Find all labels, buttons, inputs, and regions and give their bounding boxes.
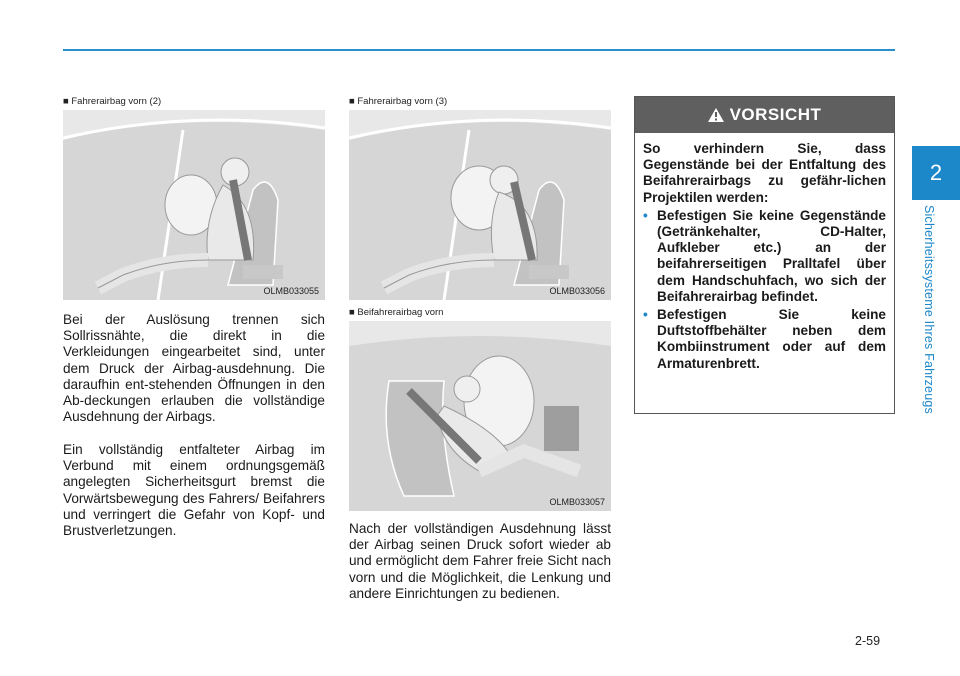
- figure-code: OLMB033055: [263, 286, 319, 296]
- chapter-side-title: [922, 205, 944, 435]
- bullet-dot: •: [643, 307, 648, 323]
- figure-driver-airbag-2: [63, 96, 325, 304]
- chapter-number: 2: [929, 160, 943, 185]
- figure-code: OLMB033057: [549, 497, 605, 507]
- figure-caption: ■ Fahrerairbag vorn (2): [63, 96, 162, 107]
- caution-box: [634, 96, 895, 414]
- figure-driver-airbag-3: [349, 96, 611, 304]
- caution-intro: So verhindern Sie, dass Gegenstände bei der Entfaltung des Beifahrerairbags zu gefähr-lichen Projektilen werden:: [643, 141, 886, 205]
- caution-item-text: Befestigen Sie keine Duftstoffbehälter neben dem Kombiinstrument oder auf dem Armaturenbrett.: [657, 307, 886, 371]
- driver-airbag-illustration: [349, 110, 611, 300]
- figure-caption: ■ Beifahrerairbag vorn: [349, 307, 444, 318]
- caution-item: [643, 307, 886, 372]
- figure-image: [349, 321, 611, 511]
- caution-item-text: Befestigen Sie keine Gegenstände (Getränkehalter, CD-Halter, Aufkleber etc.) an der beifahrerseitigen Pralltafel über dem Handschuhfach, wo sich der Beifahrerairbag befindet.: [657, 207, 886, 304]
- figure-code: OLMB033056: [549, 286, 605, 296]
- warning-triangle-icon: [708, 108, 724, 122]
- page-number: 2-59: [855, 634, 881, 648]
- figure-image: [63, 110, 325, 300]
- caution-list: [643, 208, 886, 372]
- passenger-airbag-illustration: [349, 321, 611, 511]
- caution-header: [635, 97, 894, 133]
- caution-title: VORSICHT: [729, 105, 822, 124]
- top-rule: [63, 49, 895, 51]
- figure-passenger-airbag: [349, 307, 611, 515]
- chapter-tab: [912, 146, 960, 200]
- body-paragraph-2: Ein vollständig entfalteter Airbag im Verbund mit einem ordnungsgemäß angelegten Sicherheitsgurt bremst die Vorwärtsbewegung des Fahrers/ Beifahrers und verringert die Gefahr von Kopf- und Brustverletzungen.: [63, 442, 325, 539]
- body-paragraph-1: Bei der Auslösung trennen sich Sollrissnähte, die direkt in die Verkleidungen eingearbeitet sind, unter dem Druck der Airbag-ausdehnung. Die daraufhin ent-stehenden Öffnungen in den Ab-deckungen erlauben die vollständige Ausdehnung der Airbags.: [63, 312, 325, 425]
- figure-image: [349, 110, 611, 300]
- bullet-dot: •: [643, 207, 648, 223]
- chapter-title: Sicherheitssysteme Ihres Fahrzeugs: [922, 205, 936, 414]
- caution-body: [643, 141, 886, 372]
- body-paragraph-3: Nach der vollständigen Ausdehnung lässt der Airbag seinen Druck sofort wieder ab und ermöglicht dem Fahrer freie Sicht nach vorn und die Möglichkeit, die Lenkung und andere Einrichtungen zu bedienen.: [349, 521, 611, 601]
- figure-caption: ■ Fahrerairbag vorn (3): [349, 96, 448, 107]
- caution-item: [643, 208, 886, 305]
- driver-airbag-illustration: [63, 110, 325, 300]
